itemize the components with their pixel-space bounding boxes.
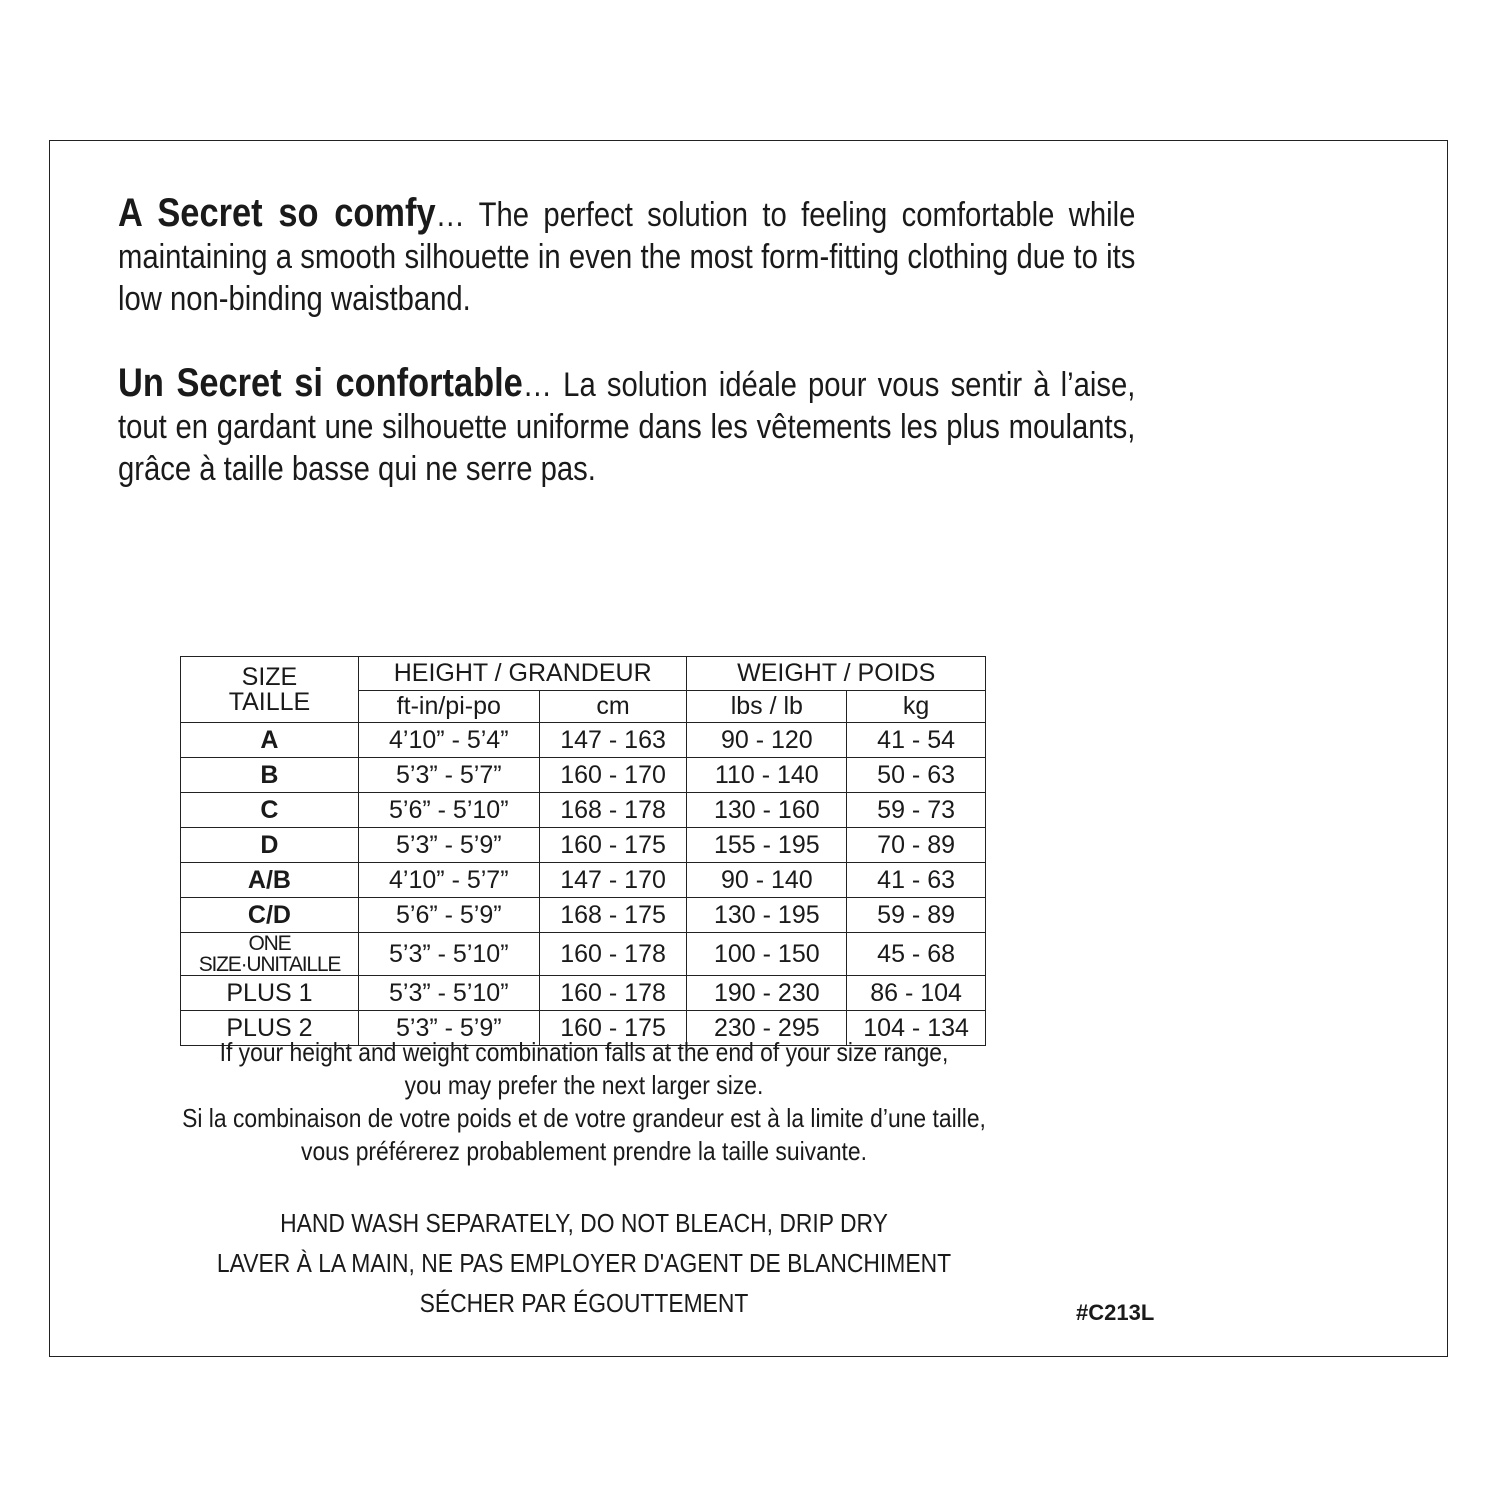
size-header-en: SIZE (241, 662, 298, 691)
weight-lbs-cell: 90 - 140 (687, 863, 847, 898)
weight-lbs-cell: 130 - 195 (687, 898, 847, 933)
table-row (181, 723, 986, 758)
weight-kg-cell: 104 - 134 (847, 1011, 986, 1046)
weight-lbs-cell: 110 - 140 (687, 758, 847, 793)
fit-note-line: vous préférerez probablement prendre la taille suivante. (301, 1136, 867, 1166)
weight-kg-cell: 59 - 73 (847, 793, 986, 828)
size-cell: PLUS 1 (181, 976, 359, 1011)
size-cell: PLUS 2 (181, 1011, 359, 1046)
height-ftin-cell: 5’6” - 5’9” (358, 898, 539, 933)
height-ftin-cell: 4’10” - 5’7” (358, 863, 539, 898)
size-cell: A (181, 723, 359, 758)
size-cell: A/B (181, 863, 359, 898)
weight-lbs-cell: 130 - 160 (687, 793, 847, 828)
height-cm-cell: 160 - 178 (539, 933, 687, 976)
height-cm-cell: 147 - 163 (539, 723, 687, 758)
weight-kg-cell: 41 - 63 (847, 863, 986, 898)
intro-english (118, 192, 1135, 320)
weight-lbs-cell: 100 - 150 (687, 933, 847, 976)
height-cm-cell: 168 - 178 (539, 793, 687, 828)
height-ftin-cell: 5’3” - 5’10” (358, 976, 539, 1011)
height-cm-cell: 168 - 175 (539, 898, 687, 933)
intro-french-body: … La solution idéale pour vous sentir à l’aise, tout en gardant une silhouette uniforme dans les vêtements les plus moulants, grâce à taille basse qui ne serre pas. (118, 366, 1136, 488)
intro-french-lead: Un Secret si confortable (118, 361, 523, 405)
height-cm-cell: 147 - 170 (539, 863, 687, 898)
weight-lbs-cell: 155 - 195 (687, 828, 847, 863)
fit-note-line: you may prefer the next larger size. (404, 1070, 764, 1100)
care-instructions (158, 1203, 1010, 1323)
lbs-subheader: lbs / lb (687, 691, 847, 723)
weight-kg-cell: 59 - 89 (847, 898, 986, 933)
height-ftin-cell: 5’3” - 5’7” (358, 758, 539, 793)
size-cell: C (181, 793, 359, 828)
care-line: SÉCHER PAR ÉGOUTTEMENT (419, 1288, 749, 1318)
weight-lbs-cell: 230 - 295 (687, 1011, 847, 1046)
size-cell: D (181, 828, 359, 863)
intro-english-lead: A Secret so comfy (118, 191, 436, 235)
fit-note-line: Si la combinaison de votre poids et de votre grandeur est à la limite d’une taille, (182, 1103, 986, 1133)
height-cm-cell: 160 - 178 (539, 976, 687, 1011)
table-row (181, 758, 986, 793)
weight-column-header: WEIGHT / POIDS (687, 657, 986, 691)
fit-note-line: If your height and weight combination falls at the end of your size range, (219, 1037, 949, 1067)
height-ftin-cell: 5’6” - 5’10” (358, 793, 539, 828)
ftin-subheader: ft-in/pi-po (358, 691, 539, 723)
size-column-header (181, 657, 359, 723)
table-row (181, 863, 986, 898)
weight-kg-cell: 86 - 104 (847, 976, 986, 1011)
weight-kg-cell: 70 - 89 (847, 828, 986, 863)
weight-kg-cell: 50 - 63 (847, 758, 986, 793)
height-cm-cell: 160 - 175 (539, 1011, 687, 1046)
intro-french (118, 362, 1135, 490)
height-ftin-cell: 5’3” - 5’9” (358, 828, 539, 863)
height-cm-cell: 160 - 170 (539, 758, 687, 793)
product-code: #C213L (1076, 1300, 1155, 1325)
table-row (181, 933, 986, 976)
height-cm-cell: 160 - 175 (539, 828, 687, 863)
size-cell: B (181, 758, 359, 793)
weight-kg-cell: 41 - 54 (847, 723, 986, 758)
intro-english-body: … The perfect solution to feeling comfortable while maintaining a smooth silhouette in even the most form-fitting clothing due to its low non-binding waistband. (118, 196, 1136, 318)
size-cell: ONE SIZE·UNITAILLE (181, 933, 359, 976)
height-ftin-cell: 5’3” - 5’9” (358, 1011, 539, 1046)
weight-lbs-cell: 190 - 230 (687, 976, 847, 1011)
care-line: HAND WASH SEPARATELY, DO NOT BLEACH, DRIP DRY (280, 1208, 888, 1238)
size-header-fr: TAILLE (228, 687, 311, 716)
cm-subheader: cm (539, 691, 687, 723)
fit-note (158, 1036, 1010, 1168)
height-ftin-cell: 5’3” - 5’10” (358, 933, 539, 976)
size-cell: C/D (181, 898, 359, 933)
height-column-header: HEIGHT / GRANDEUR (358, 657, 687, 691)
weight-kg-cell: 45 - 68 (847, 933, 986, 976)
table-row (181, 828, 986, 863)
height-ftin-cell: 4’10” - 5’4” (358, 723, 539, 758)
table-row (181, 793, 986, 828)
table-row (181, 976, 986, 1011)
care-line: LAVER À LA MAIN, NE PAS EMPLOYER D'AGENT DE BLANCHIMENT (216, 1248, 952, 1278)
kg-subheader: kg (847, 691, 986, 723)
table-row (181, 898, 986, 933)
weight-lbs-cell: 90 - 120 (687, 723, 847, 758)
size-chart (180, 656, 986, 1046)
